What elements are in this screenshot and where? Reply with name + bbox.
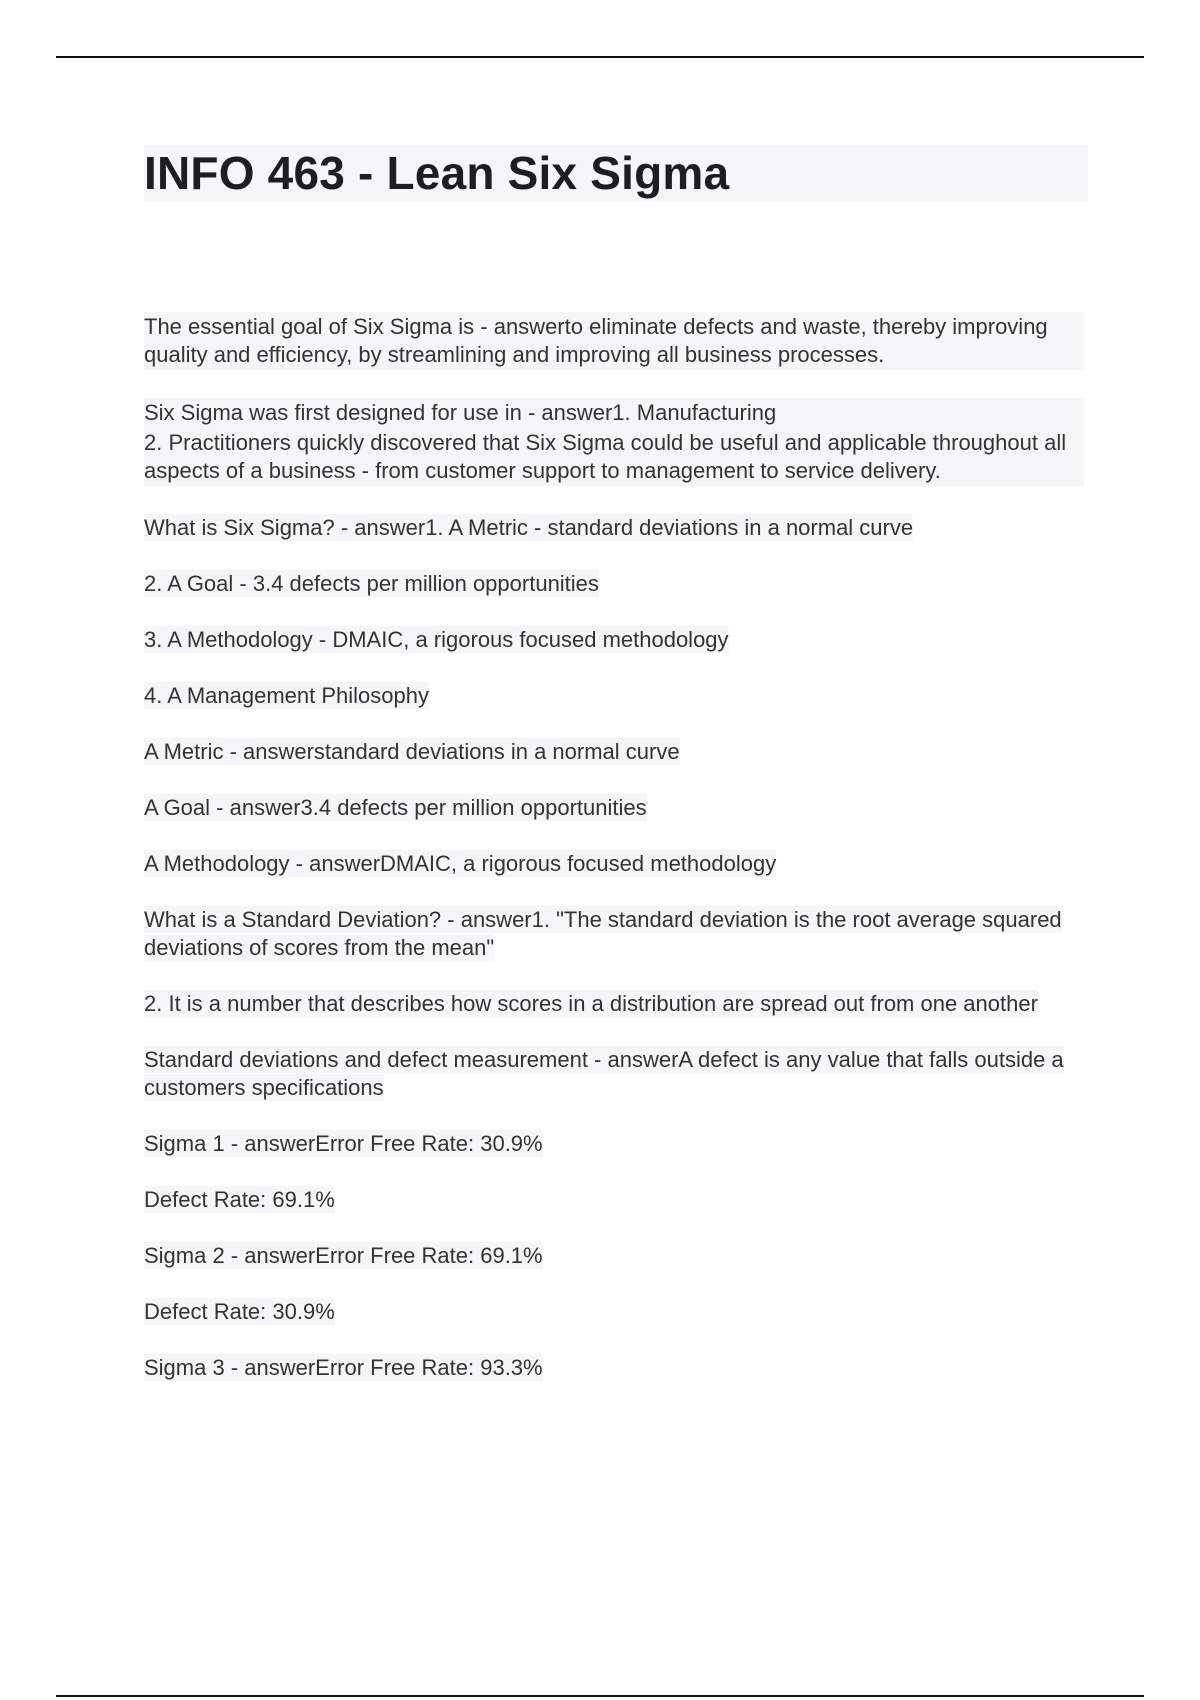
top-divider (56, 56, 1144, 58)
paragraph (144, 1242, 1084, 1270)
paragraph-line: 4. A Management Philosophy (144, 683, 429, 708)
paragraph-line: Defect Rate: 69.1% (144, 1187, 335, 1212)
paragraph (144, 682, 1084, 710)
paragraph-line: 2. A Goal - 3.4 defects per million opportunities (144, 571, 599, 596)
paragraph (144, 990, 1084, 1018)
paragraph-line: What is Six Sigma? - answer1. A Metric - standard deviations in a normal curve (144, 515, 914, 540)
paragraph-line: What is a Standard Deviation? - answer1. "The standard deviation is the root average squared deviations of scores from the mean" (144, 907, 1062, 960)
paragraph (144, 1298, 1084, 1326)
paragraph (144, 794, 1084, 822)
paragraph (144, 850, 1084, 878)
bottom-divider (56, 1695, 1144, 1697)
paragraph-line: Defect Rate: 30.9% (144, 1299, 335, 1324)
title-block (144, 145, 1088, 201)
paragraph-line: 2. It is a number that describes how scores in a distribution are spread out from one another (144, 991, 1038, 1016)
paragraph (144, 626, 1084, 654)
paragraph-line: A Metric - answerstandard deviations in a normal curve (144, 739, 680, 764)
paragraph (144, 514, 1084, 542)
paragraph-line: Standard deviations and defect measurement - answerA defect is any value that falls outside a customers specifications (144, 1047, 1064, 1100)
paragraph-line: The essential goal of Six Sigma is - answerto eliminate defects and waste, thereby improving quality and efficiency, by streamlining and improving all business processes. (144, 312, 1084, 370)
page-title: INFO 463 - Lean Six Sigma (144, 147, 730, 199)
paragraph-line: Sigma 2 - answerError Free Rate: 69.1% (144, 1243, 543, 1268)
paragraph (144, 1354, 1084, 1382)
paragraph (144, 312, 1084, 370)
paragraph-line: A Goal - answer3.4 defects per million opportunities (144, 795, 647, 820)
paragraph (144, 1186, 1084, 1214)
paragraph (144, 738, 1084, 766)
paragraph (144, 1046, 1084, 1102)
paragraph-line: Six Sigma was first designed for use in - answer1. Manufacturing (144, 398, 1084, 428)
paragraph-line: 2. Practitioners quickly discovered that Six Sigma could be useful and applicable throughout all aspects of a business - from customer support to management to service delivery. (144, 428, 1084, 486)
paragraph (144, 570, 1084, 598)
paragraph-line: Sigma 3 - answerError Free Rate: 93.3% (144, 1355, 543, 1380)
paragraph-line: Sigma 1 - answerError Free Rate: 30.9% (144, 1131, 543, 1156)
paragraph (144, 398, 1084, 486)
paragraph-line: A Methodology - answerDMAIC, a rigorous focused methodology (144, 851, 777, 876)
paragraph (144, 1130, 1084, 1158)
paragraph (144, 906, 1084, 962)
document-body (144, 312, 1084, 1410)
paragraph-line: 3. A Methodology - DMAIC, a rigorous focused methodology (144, 627, 729, 652)
